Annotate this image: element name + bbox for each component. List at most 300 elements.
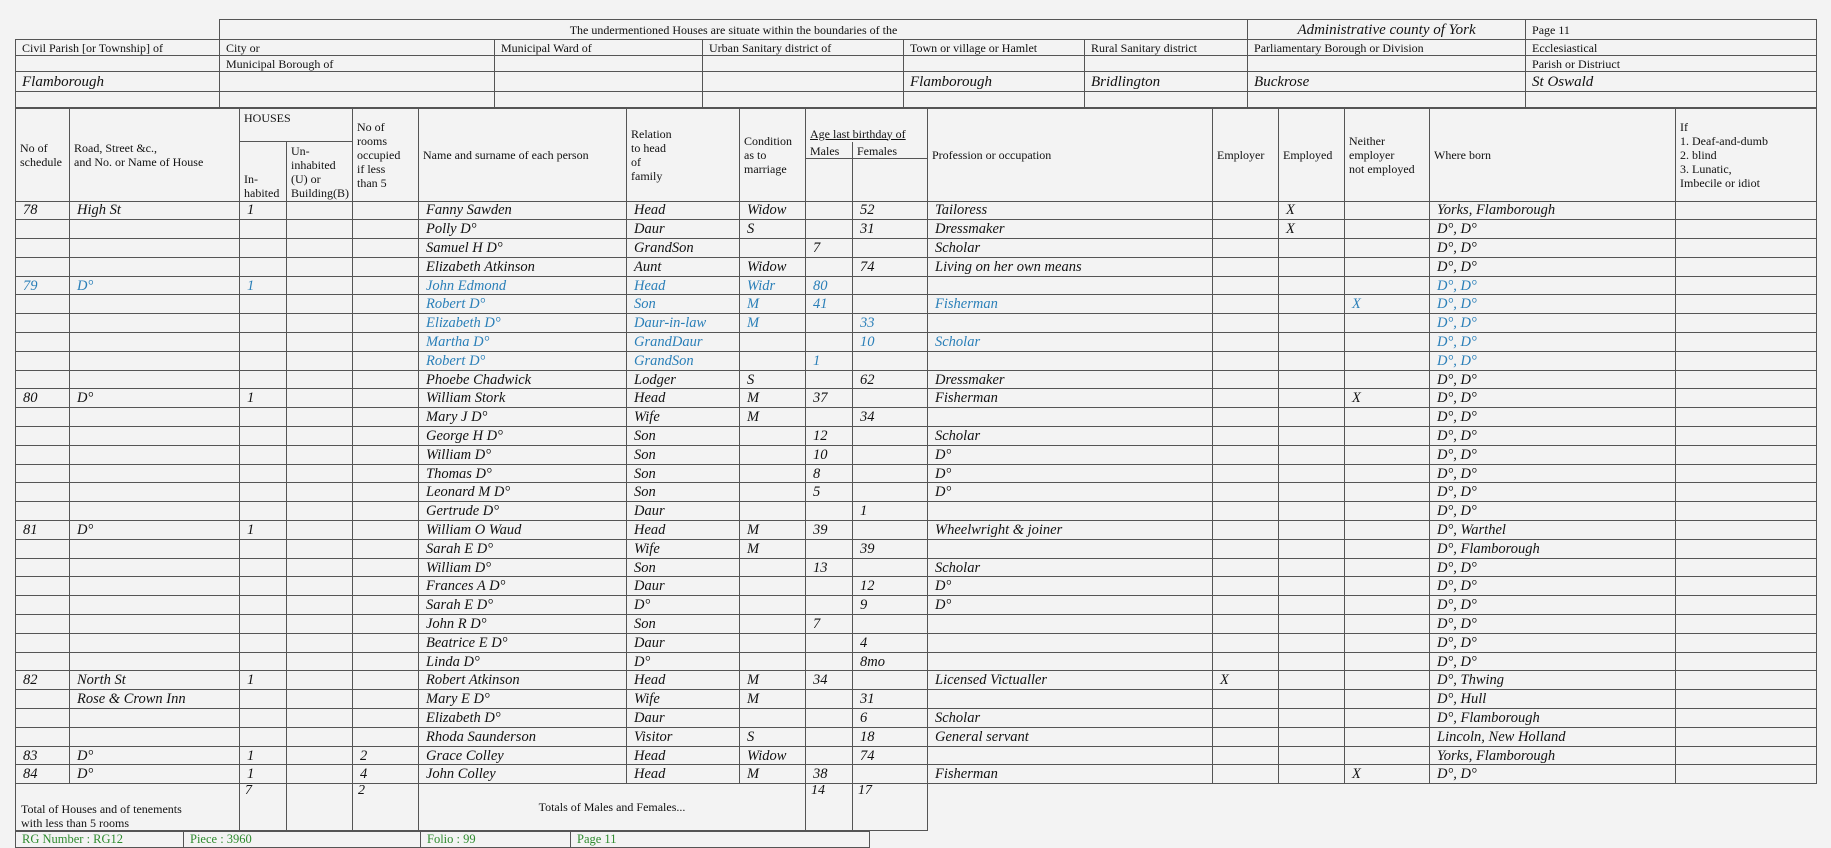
neither-mark: X	[1345, 389, 1430, 408]
inhabited-mark	[240, 709, 287, 728]
where-born: D°, D°	[1430, 633, 1676, 652]
age-male: 10	[806, 445, 853, 464]
age-male	[806, 633, 853, 652]
infirmity	[1676, 765, 1817, 784]
inhabited-mark	[240, 314, 287, 333]
employer-mark	[1213, 333, 1279, 352]
employed-mark	[1279, 295, 1345, 314]
age-female	[853, 558, 928, 577]
inhabited-mark	[240, 502, 287, 521]
inhabited-mark	[240, 615, 287, 634]
employer-mark	[1213, 690, 1279, 709]
relation-to-head: Wife	[627, 690, 740, 709]
rooms-count	[353, 389, 419, 408]
uninhabited-mark	[287, 615, 353, 634]
schedule-number	[16, 427, 70, 446]
employer-mark	[1213, 239, 1279, 258]
occupation: D°	[928, 577, 1213, 596]
occupation	[928, 633, 1213, 652]
schedule-number	[16, 690, 70, 709]
employer-mark	[1213, 558, 1279, 577]
uninhabited-mark	[287, 633, 353, 652]
rooms-count	[353, 314, 419, 333]
uninhabited-mark	[287, 746, 353, 765]
inhabited-mark	[240, 239, 287, 258]
road-name	[70, 314, 240, 333]
road-name	[70, 220, 240, 239]
rooms-count: 2	[353, 746, 419, 765]
schedule-number	[16, 445, 70, 464]
road-name	[70, 633, 240, 652]
rg-number: RG Number : RG12	[16, 832, 184, 848]
marital-condition	[740, 351, 806, 370]
where-born: Yorks, Flamborough	[1430, 746, 1676, 765]
header-intro: The undermentioned Houses are situate within the boundaries of the	[220, 20, 1248, 40]
rooms-count	[353, 276, 419, 295]
employed-mark	[1279, 427, 1345, 446]
person-name: Thomas D°	[419, 464, 627, 483]
employed-mark: X	[1279, 220, 1345, 239]
rural-sanitary-value: Bridlington	[1085, 72, 1248, 92]
road-name	[70, 257, 240, 276]
neither-mark	[1345, 577, 1430, 596]
infirmity	[1676, 351, 1817, 370]
ecclesiastical-label-2: Parish or Distriuct	[1526, 56, 1817, 72]
road-name	[70, 577, 240, 596]
table-row	[16, 596, 1817, 615]
person-name: Beatrice E D°	[419, 633, 627, 652]
age-male	[806, 333, 853, 352]
relation-to-head: Daur	[627, 709, 740, 728]
county-name: Administrative county of York	[1248, 20, 1526, 40]
age-female: 4	[853, 633, 928, 652]
occupation: D°	[928, 445, 1213, 464]
relation-to-head: Son	[627, 464, 740, 483]
uninhabited-mark	[287, 445, 353, 464]
table-row	[16, 709, 1817, 728]
road-name: North St	[70, 671, 240, 690]
employed-mark	[1279, 389, 1345, 408]
age-male	[806, 727, 853, 746]
relation-to-head: Head	[627, 389, 740, 408]
total-females: 17	[853, 784, 928, 831]
neither-mark	[1345, 727, 1430, 746]
person-name: William D°	[419, 445, 627, 464]
employed-mark	[1279, 765, 1345, 784]
employed-mark	[1279, 558, 1345, 577]
person-name: John Edmond	[419, 276, 627, 295]
employed-mark	[1279, 370, 1345, 389]
occupation: General servant	[928, 727, 1213, 746]
relation-to-head: Lodger	[627, 370, 740, 389]
relation-to-head: Visitor	[627, 727, 740, 746]
town-village-label: Town or village or Hamlet	[904, 40, 1085, 56]
person-name: Elizabeth Atkinson	[419, 257, 627, 276]
table-row	[16, 539, 1817, 558]
age-female: 74	[853, 746, 928, 765]
employed-mark	[1279, 671, 1345, 690]
neither-mark	[1345, 427, 1430, 446]
col-females: Females	[853, 142, 928, 159]
rooms-count	[353, 201, 419, 220]
road-name: D°	[70, 521, 240, 540]
age-male: 1	[806, 351, 853, 370]
age-male: 38	[806, 765, 853, 784]
age-male	[806, 652, 853, 671]
occupation: D°	[928, 464, 1213, 483]
rooms-count	[353, 408, 419, 427]
relation-to-head: Daur	[627, 502, 740, 521]
employer-mark	[1213, 464, 1279, 483]
uninhabited-mark	[287, 671, 353, 690]
marital-condition	[740, 577, 806, 596]
road-name	[70, 351, 240, 370]
table-row	[16, 558, 1817, 577]
occupation	[928, 408, 1213, 427]
where-born: D°, D°	[1430, 239, 1676, 258]
uninhabited-mark	[287, 709, 353, 728]
relation-to-head: Head	[627, 201, 740, 220]
employed-mark	[1279, 502, 1345, 521]
infirmity	[1676, 314, 1817, 333]
rooms-count	[353, 577, 419, 596]
rooms-count	[353, 539, 419, 558]
age-male	[806, 257, 853, 276]
person-name: Robert D°	[419, 295, 627, 314]
marital-condition: M	[740, 408, 806, 427]
uninhabited-mark	[287, 370, 353, 389]
page-label: Page 11	[1526, 20, 1817, 40]
marital-condition	[740, 445, 806, 464]
age-male: 34	[806, 671, 853, 690]
person-name: Fanny Sawden	[419, 201, 627, 220]
employed-mark	[1279, 408, 1345, 427]
occupation	[928, 314, 1213, 333]
age-male	[806, 690, 853, 709]
table-row	[16, 389, 1817, 408]
road-name	[70, 502, 240, 521]
uninhabited-mark	[287, 427, 353, 446]
person-name: Elizabeth D°	[419, 314, 627, 333]
age-female	[853, 671, 928, 690]
employer-mark	[1213, 746, 1279, 765]
schedule-number	[16, 220, 70, 239]
where-born: D°, Hull	[1430, 690, 1676, 709]
employer-mark	[1213, 483, 1279, 502]
relation-to-head: Wife	[627, 408, 740, 427]
age-female: 9	[853, 596, 928, 615]
age-male	[806, 314, 853, 333]
neither-mark	[1345, 257, 1430, 276]
relation-to-head: Aunt	[627, 257, 740, 276]
city-label: City or	[220, 40, 495, 56]
rooms-count	[353, 239, 419, 258]
marital-condition	[740, 333, 806, 352]
marital-condition	[740, 709, 806, 728]
uninhabited-mark	[287, 727, 353, 746]
age-female	[853, 239, 928, 258]
employed-mark	[1279, 727, 1345, 746]
inhabited-mark	[240, 445, 287, 464]
uninhabited-mark	[287, 314, 353, 333]
uninhabited-mark	[287, 690, 353, 709]
occupation: Scholar	[928, 558, 1213, 577]
municipal-borough-label: Municipal Borough of	[220, 56, 495, 72]
rooms-count	[353, 333, 419, 352]
person-name: Martha D°	[419, 333, 627, 352]
neither-mark: X	[1345, 295, 1430, 314]
age-female: 10	[853, 333, 928, 352]
age-male: 12	[806, 427, 853, 446]
table-row	[16, 652, 1817, 671]
employed-mark	[1279, 239, 1345, 258]
employer-mark	[1213, 351, 1279, 370]
age-male: 80	[806, 276, 853, 295]
employer-mark	[1213, 257, 1279, 276]
schedule-number	[16, 464, 70, 483]
relation-to-head: Daur	[627, 633, 740, 652]
schedule-number	[16, 257, 70, 276]
table-row	[16, 746, 1817, 765]
census-sheet	[15, 19, 1816, 848]
uninhabited-mark	[287, 239, 353, 258]
schedule-number	[16, 239, 70, 258]
col-condition: Condition as to marriage	[740, 109, 806, 202]
rooms-count	[353, 727, 419, 746]
total-persons-label: Totals of Males and Females...	[419, 784, 806, 831]
occupation: Scholar	[928, 239, 1213, 258]
page-number: Page 11	[571, 832, 870, 848]
ecclesiastical-value: St Oswald	[1526, 72, 1817, 92]
where-born: D°, D°	[1430, 558, 1676, 577]
uninhabited-mark	[287, 577, 353, 596]
age-female: 18	[853, 727, 928, 746]
neither-mark	[1345, 502, 1430, 521]
rooms-count	[353, 671, 419, 690]
road-name	[70, 727, 240, 746]
neither-mark	[1345, 521, 1430, 540]
schedule-number	[16, 502, 70, 521]
person-name: Mary J D°	[419, 408, 627, 427]
infirmity	[1676, 257, 1817, 276]
schedule-number: 81	[16, 521, 70, 540]
inhabited-mark	[240, 295, 287, 314]
person-name: John R D°	[419, 615, 627, 634]
employer-mark: X	[1213, 671, 1279, 690]
where-born: D°, D°	[1430, 333, 1676, 352]
infirmity	[1676, 445, 1817, 464]
employer-mark	[1213, 577, 1279, 596]
inhabited-mark	[240, 351, 287, 370]
infirmity	[1676, 746, 1817, 765]
rooms-count	[353, 370, 419, 389]
neither-mark	[1345, 709, 1430, 728]
marital-condition	[740, 615, 806, 634]
where-born: Yorks, Flamborough	[1430, 201, 1676, 220]
occupation	[928, 539, 1213, 558]
infirmity	[1676, 483, 1817, 502]
col-rooms: No of rooms occupied if less than 5	[353, 109, 419, 202]
employer-mark	[1213, 220, 1279, 239]
neither-mark	[1345, 201, 1430, 220]
occupation: Dressmaker	[928, 370, 1213, 389]
neither-mark	[1345, 239, 1430, 258]
uninhabited-mark	[287, 652, 353, 671]
occupation: Dressmaker	[928, 220, 1213, 239]
age-female	[853, 483, 928, 502]
schedule-number	[16, 351, 70, 370]
table-row	[16, 257, 1817, 276]
table-row	[16, 671, 1817, 690]
marital-condition: M	[740, 690, 806, 709]
infirmity	[1676, 370, 1817, 389]
employer-mark	[1213, 370, 1279, 389]
municipal-ward-label: Municipal Ward of	[495, 40, 703, 56]
age-female: 34	[853, 408, 928, 427]
employed-mark	[1279, 615, 1345, 634]
uninhabited-mark	[287, 539, 353, 558]
infirmity	[1676, 220, 1817, 239]
marital-condition: M	[740, 671, 806, 690]
schedule-number: 84	[16, 765, 70, 784]
occupation	[928, 615, 1213, 634]
col-infirm: If 1. Deaf-and-dumb 2. blind 3. Lunatic, Imbecile or idiot	[1676, 109, 1817, 202]
neither-mark	[1345, 633, 1430, 652]
marital-condition	[740, 558, 806, 577]
uninhabited-mark	[287, 295, 353, 314]
employer-mark	[1213, 709, 1279, 728]
table-row	[16, 295, 1817, 314]
road-name	[70, 539, 240, 558]
where-born: D°, D°	[1430, 652, 1676, 671]
col-neither: Neither employer not employed	[1345, 109, 1430, 202]
relation-to-head: Son	[627, 445, 740, 464]
where-born: Lincoln, New Holland	[1430, 727, 1676, 746]
table-row	[16, 427, 1817, 446]
relation-to-head: Head	[627, 765, 740, 784]
employer-mark	[1213, 445, 1279, 464]
occupation	[928, 746, 1213, 765]
where-born: D°, D°	[1430, 314, 1676, 333]
rooms-count	[353, 690, 419, 709]
inhabited-mark	[240, 727, 287, 746]
inhabited-mark: 1	[240, 765, 287, 784]
infirmity	[1676, 671, 1817, 690]
person-name: John Colley	[419, 765, 627, 784]
schedule-number: 82	[16, 671, 70, 690]
infirmity	[1676, 690, 1817, 709]
person-name: Phoebe Chadwick	[419, 370, 627, 389]
uninhabited-mark	[287, 276, 353, 295]
ecclesiastical-label: Ecclesiastical	[1526, 40, 1817, 56]
where-born: D°, D°	[1430, 502, 1676, 521]
person-name: Robert Atkinson	[419, 671, 627, 690]
occupation: Fisherman	[928, 295, 1213, 314]
employer-mark	[1213, 521, 1279, 540]
neither-mark	[1345, 615, 1430, 634]
employer-mark	[1213, 596, 1279, 615]
road-name: D°	[70, 746, 240, 765]
marital-condition	[740, 596, 806, 615]
employer-mark	[1213, 295, 1279, 314]
where-born: D°, D°	[1430, 427, 1676, 446]
table-row	[16, 521, 1817, 540]
age-male: 13	[806, 558, 853, 577]
employed-mark	[1279, 709, 1345, 728]
table-row	[16, 690, 1817, 709]
rural-sanitary-label: Rural Sanitary district	[1085, 40, 1248, 56]
col-age: Age last birthday of	[806, 109, 928, 142]
age-male: 37	[806, 389, 853, 408]
marital-condition	[740, 464, 806, 483]
age-male: 7	[806, 615, 853, 634]
schedule-number	[16, 408, 70, 427]
person-name: William O Waud	[419, 521, 627, 540]
schedule-number: 80	[16, 389, 70, 408]
marital-condition: S	[740, 220, 806, 239]
employer-mark	[1213, 727, 1279, 746]
road-name: Rose & Crown Inn	[70, 690, 240, 709]
table-row	[16, 464, 1817, 483]
marital-condition	[740, 633, 806, 652]
neither-mark	[1345, 483, 1430, 502]
age-female	[853, 521, 928, 540]
rooms-count	[353, 257, 419, 276]
occupation: Scholar	[928, 427, 1213, 446]
road-name: D°	[70, 765, 240, 784]
rooms-count	[353, 483, 419, 502]
schedule-number	[16, 709, 70, 728]
employer-mark	[1213, 502, 1279, 521]
marital-condition: M	[740, 521, 806, 540]
person-name: Frances A D°	[419, 577, 627, 596]
employed-mark	[1279, 351, 1345, 370]
road-name: D°	[70, 276, 240, 295]
rooms-count	[353, 596, 419, 615]
infirmity	[1676, 408, 1817, 427]
schedule-number	[16, 370, 70, 389]
infirmity	[1676, 539, 1817, 558]
col-road: Road, Street &c., and No. or Name of House	[70, 109, 240, 202]
col-males: Males	[806, 142, 853, 159]
age-male	[806, 408, 853, 427]
road-name	[70, 652, 240, 671]
inhabited-mark	[240, 596, 287, 615]
age-female: 1	[853, 502, 928, 521]
parliamentary-value: Buckrose	[1248, 72, 1526, 92]
infirmity	[1676, 521, 1817, 540]
age-male: 8	[806, 464, 853, 483]
employed-mark	[1279, 746, 1345, 765]
age-male	[806, 577, 853, 596]
rooms-count	[353, 464, 419, 483]
road-name: High St	[70, 201, 240, 220]
age-female: 8mo	[853, 652, 928, 671]
age-female	[853, 615, 928, 634]
infirmity	[1676, 427, 1817, 446]
rooms-count	[353, 521, 419, 540]
inhabited-mark	[240, 370, 287, 389]
total-rooms: 2	[353, 784, 419, 831]
town-village-value: Flamborough	[904, 72, 1085, 92]
road-name	[70, 709, 240, 728]
relation-to-head: D°	[627, 652, 740, 671]
neither-mark	[1345, 408, 1430, 427]
age-male	[806, 220, 853, 239]
marital-condition	[740, 502, 806, 521]
age-female: 52	[853, 201, 928, 220]
table-row	[16, 351, 1817, 370]
